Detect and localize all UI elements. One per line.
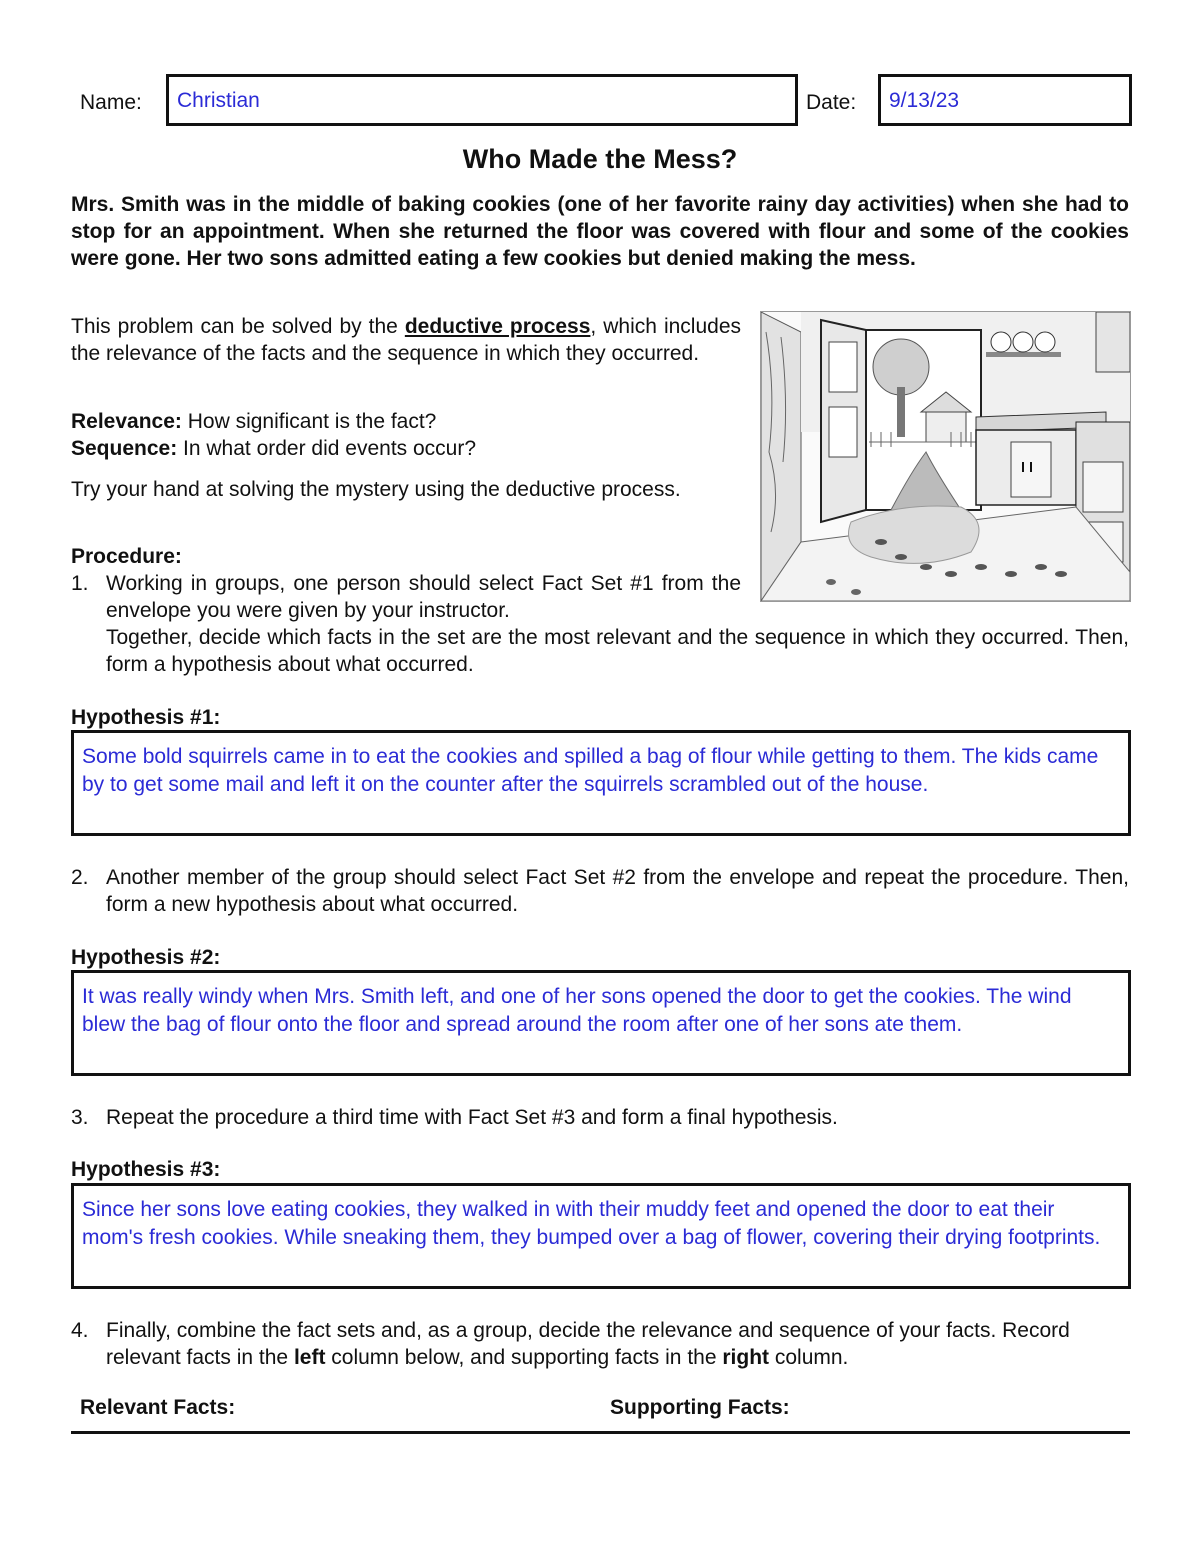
procedure-title: Procedure: [71,545,182,568]
definitions [71,408,741,462]
hypothesis-3-answer[interactable]: Since her sons love eating cookies, they walked in with their muddy feet and opened the door to eat their mom's fresh cookies. While sneaking them, they bumped over a bag of flower, covering their drying footprints. [71,1183,1131,1289]
step-4-right-word: right [722,1346,770,1369]
hypothesis-1-title: Hypothesis #1: [71,706,221,729]
step-3-number: 3. [71,1106,89,1129]
intro-paragraph: Mrs. Smith was in the middle of baking cookies (one of her favorite rainy day activities) when she had to stop for an appointment. When she returned the floor was covered with flour and some of the cookies were gone. Her two sons admitted eating a few cookies but denied making the mess. [71,193,1129,270]
step-2 [71,864,1129,918]
supporting-facts-header: Supporting Facts: [610,1396,790,1419]
deductive-term: deductive process [404,315,591,338]
step-3-text: Repeat the procedure a third time with Fact Set #3 and form a final hypothesis. [106,1106,838,1129]
step-4-text-a: Finally, combine the fact sets and, as a group, decide the relevance and sequence of your facts. Record relevant facts in the [106,1319,1070,1369]
date-label: Date: [806,91,857,114]
step-4-text-c: column. [769,1346,849,1369]
step-4-number: 4. [71,1319,89,1342]
step-1-text-continued: Together, decide which facts in the set are the most relevant and the sequence in which they occurred. Then, form a hypothesis about what occurred. [106,626,1129,676]
relevance-text: How significant is the fact? [181,410,437,433]
try-paragraph: Try your hand at solving the mystery using the deductive process. [71,478,681,501]
hypothesis-3-title: Hypothesis #3: [71,1158,221,1181]
step-4-text [106,1317,1129,1371]
kitchen-drawing [761,312,1130,601]
deductive-paragraph [71,313,741,367]
step-3 [71,1104,1129,1131]
relevance-label: Relevance: [71,410,182,433]
name-label: Name: [80,91,142,114]
hypothesis-1-answer[interactable]: Some bold squirrels came in to eat the cookies and spilled a bag of flour while getting to them. The kids came by to get some mail and left it on the counter after the squirrels scrambled out of the house. [71,730,1131,836]
relevant-facts-header: Relevant Facts: [80,1396,236,1419]
step-1-text: Working in groups, one person should select Fact Set #1 from the envelope you were given by your instructor. [106,572,741,622]
page-title: Who Made the Mess? [462,144,738,174]
sequence-text: In what order did events occur? [177,437,477,460]
table-rule [71,1431,1130,1434]
step-4-text-b: column below, and supporting facts in the [325,1346,723,1369]
step-4 [71,1317,1129,1371]
step-4-left-word: left [293,1346,326,1369]
name-input[interactable]: Christian [166,74,798,126]
deductive-text-after: , which includes the relevance of the facts and the sequence in which they occurred. [71,315,741,365]
date-input[interactable]: 9/13/23 [878,74,1132,126]
hypothesis-2-answer[interactable]: It was really windy when Mrs. Smith left, and one of her sons opened the door to get the cookies. The wind blew the bag of flour onto the floor and spread around the room after one of her sons ate them. [71,970,1131,1076]
step-1-number: 1. [71,572,89,595]
step-2-number: 2. [71,866,89,889]
step-2-text: Another member of the group should select Fact Set #2 from the envelope and repeat the procedure. Then, form a new hypothesis about what occurred. [106,866,1129,916]
sequence-label: Sequence: [71,437,178,460]
deductive-text-before: This problem can be solved by the [71,315,405,338]
kitchen-illustration [760,311,1131,602]
hypothesis-2-title: Hypothesis #2: [71,946,221,969]
